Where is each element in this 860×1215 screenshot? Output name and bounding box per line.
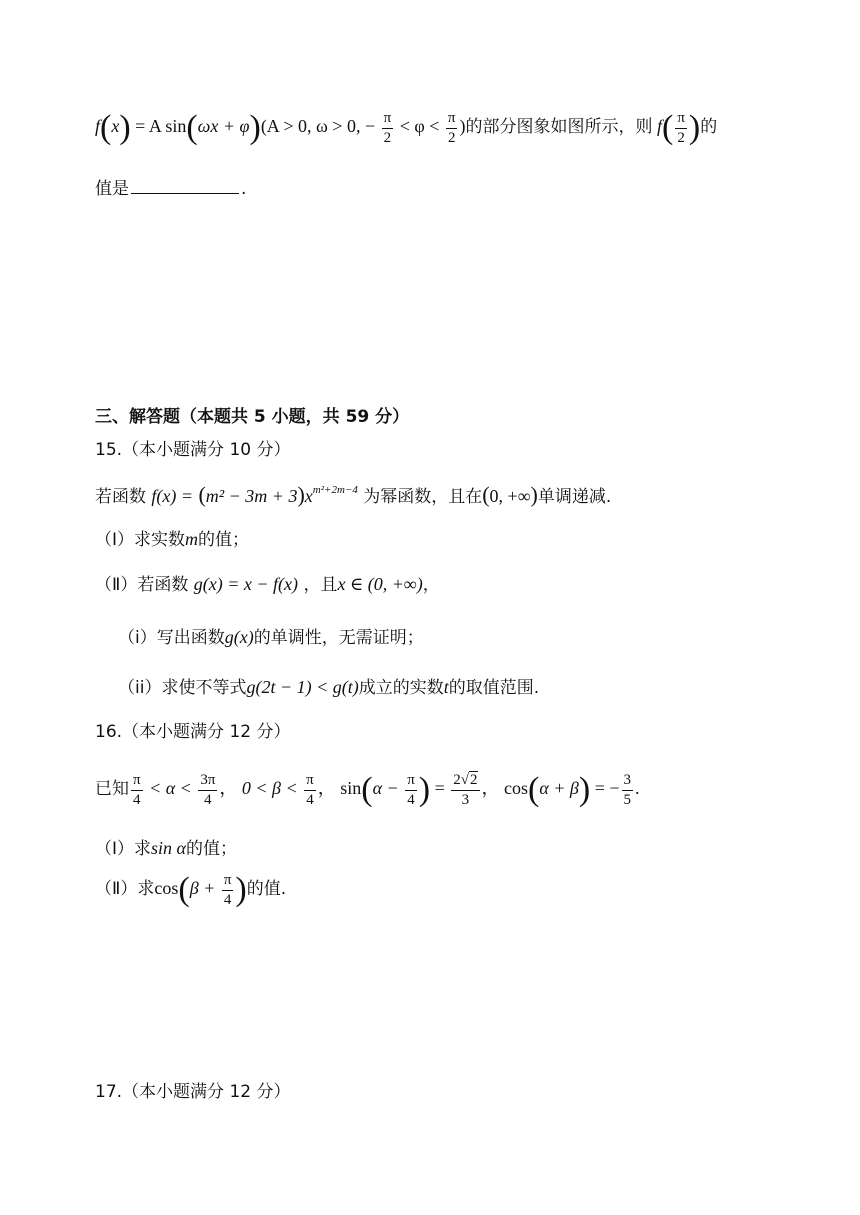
q16-given <box>95 772 640 808</box>
q15-statement <box>95 484 611 506</box>
answer-blank[interactable] <box>131 176 239 194</box>
q16-part1 <box>95 839 237 858</box>
cos-argument: α + β <box>539 778 579 799</box>
paren: ( <box>361 771 373 808</box>
q15-coefficient: m² − 3m + 3 <box>205 486 298 506</box>
period: . <box>635 778 640 799</box>
part-label: （Ⅰ） <box>95 839 135 859</box>
part-label: （Ⅱ） <box>95 575 138 595</box>
condition-close: ) <box>459 116 466 137</box>
condition-open: (A > 0, ω > 0, − <box>260 116 376 137</box>
q15-text-pre: 若函数 <box>95 487 146 507</box>
paren: ) <box>297 482 305 507</box>
q15-title: 15.（本小题满分 10 分） <box>95 440 291 460</box>
q15-text-mid: 为幂函数，且在 <box>363 487 483 507</box>
part-text: 的值. <box>246 879 287 900</box>
subpart-label: （ii） <box>118 678 162 698</box>
numerator: π <box>304 772 316 791</box>
paren: ( <box>198 482 206 507</box>
q16-part2 <box>95 872 286 908</box>
variable-m: m <box>185 529 199 549</box>
numerator: π <box>382 110 394 129</box>
pi-over-4-fraction <box>405 772 417 808</box>
part-label: （Ⅰ） <box>95 530 135 550</box>
q14-statement-line2 <box>95 176 246 198</box>
paren: ) <box>249 109 261 146</box>
numerator: π <box>131 772 143 791</box>
pi-over-2-fraction <box>382 110 394 146</box>
pi-over-2-fraction <box>446 110 458 146</box>
answer-prompt: 值是 <box>95 179 129 199</box>
part-text: 的单调性，无需证明； <box>253 628 424 648</box>
part-text: 求 <box>134 839 152 859</box>
denominator: 5 <box>623 791 632 808</box>
part-text: ， <box>422 575 440 595</box>
q15-part1 <box>95 530 249 549</box>
sin-argument: ωx + φ <box>197 116 250 137</box>
two-root-two-over-3-fraction <box>451 772 479 808</box>
denominator: 4 <box>407 791 415 808</box>
part-text: ，且 <box>303 575 338 595</box>
comma: ， <box>481 778 500 800</box>
q15-interval: 0, +∞ <box>489 486 531 506</box>
period: . <box>241 179 247 199</box>
part-text: 写出函数 <box>156 628 225 648</box>
q15-subpart-i <box>118 628 424 647</box>
variable-x: x <box>111 116 120 137</box>
denominator: 4 <box>204 791 212 808</box>
paren: ) <box>530 482 538 507</box>
q15-g-definition: g(x) = x − f(x) <box>193 574 299 594</box>
q15-inequality: g(2t − 1) < g(t) <box>246 677 359 697</box>
comma: ， <box>219 778 238 800</box>
denominator: 3 <box>461 791 470 808</box>
pi-over-4-fraction <box>304 772 316 808</box>
paren: ( <box>100 109 112 146</box>
pi-over-4-fraction <box>222 872 234 908</box>
paren: ( <box>178 871 190 908</box>
paren: ( <box>186 109 198 146</box>
q17-title: 17.（本小题满分 12 分） <box>95 1082 291 1102</box>
denominator: 2 <box>383 129 392 146</box>
variable-t: t <box>443 677 449 697</box>
three-pi-over-4-fraction <box>198 772 217 808</box>
subpart-label: （i） <box>118 628 157 648</box>
q16-known-text: 已知 <box>95 779 129 800</box>
paren: ( <box>482 482 490 507</box>
paren: ) <box>235 871 247 908</box>
paren: ( <box>528 771 540 808</box>
condition-middle: < φ < <box>395 116 444 137</box>
q15-part2 <box>95 575 440 594</box>
q15-exponent: m²+2m−4 <box>312 484 358 496</box>
part-text: 的值； <box>185 839 237 859</box>
numerator: 3π <box>198 772 217 791</box>
part-text: 求实数 <box>134 530 186 550</box>
part-label: （Ⅱ） <box>95 879 138 900</box>
denominator: 4 <box>223 891 232 908</box>
q14-statement-line1 <box>95 110 717 146</box>
pi-over-2-fraction <box>675 110 687 146</box>
pi-over-4-fraction <box>131 772 143 808</box>
cos-function: cos <box>504 778 528 799</box>
q14-end-char: 的 <box>700 117 718 138</box>
part-text: 求使不等式 <box>161 678 247 698</box>
paren: ( <box>662 109 674 146</box>
equals: = <box>430 778 450 799</box>
function-definition: = A sin <box>135 116 187 137</box>
paren: ) <box>578 771 591 808</box>
alpha-range: < α < <box>144 778 197 799</box>
q15-subpart-ii <box>118 678 539 697</box>
q15-domain: x ∈ (0, +∞) <box>337 574 423 594</box>
equals-negative: = − <box>590 778 620 799</box>
denominator: 4 <box>133 791 141 808</box>
numerator: π <box>446 110 458 129</box>
denominator: 2 <box>447 129 456 146</box>
paren: ) <box>119 109 131 146</box>
paren: ) <box>418 771 431 808</box>
part-text: 的值； <box>198 530 250 550</box>
denominator: 2 <box>677 129 685 146</box>
q15-fx: f(x) = <box>151 486 194 506</box>
part-text: 的取值范围. <box>448 678 540 698</box>
numerator: π <box>222 872 234 891</box>
numerator: π <box>405 772 417 791</box>
q16-title: 16.（本小题满分 12 分） <box>95 722 291 742</box>
q15-gx: g(x) <box>224 627 254 647</box>
numerator: 3 <box>622 772 634 791</box>
part-text: 求 <box>137 879 155 900</box>
q14-question-text: 的部分图象如图所示，则 <box>465 117 653 138</box>
denominator: 4 <box>306 791 314 808</box>
function-symbol: f <box>656 116 662 137</box>
q15-base: x <box>304 486 313 506</box>
numerator: π <box>675 110 687 129</box>
paren: ) <box>688 109 701 146</box>
cos-function: cos <box>154 878 179 899</box>
comma: ， <box>317 778 336 800</box>
function-symbol: f <box>95 116 101 137</box>
three-over-5-fraction <box>622 772 634 808</box>
coefficient: 2 <box>453 772 461 788</box>
section-heading: 三、解答题（本题共 5 小题，共 59 分） <box>95 407 410 427</box>
part-text: 若函数 <box>137 575 189 595</box>
sin-argument: α − <box>372 778 404 799</box>
beta-range: 0 < β < <box>241 778 303 799</box>
sin-alpha: sin α <box>151 838 186 858</box>
radicand: 2 <box>470 772 478 788</box>
cos-argument: β + <box>189 878 220 899</box>
numerator: 2√2 <box>451 772 479 791</box>
part-text: 成立的实数 <box>358 678 444 698</box>
sin-function: sin <box>340 778 362 799</box>
q15-text-post: 单调递减. <box>537 487 612 507</box>
